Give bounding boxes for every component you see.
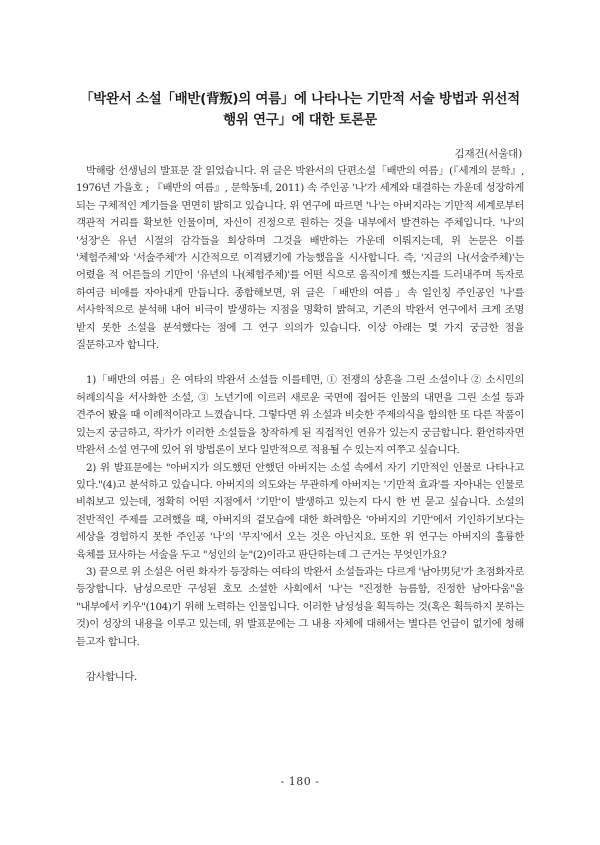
author-affiliation: 김재건(서울대) <box>454 148 522 160</box>
closing-paragraph: 감사합니다. <box>86 670 137 683</box>
question-3-paragraph: 3) 끝으로 위 소설은 어린 화자가 등장하는 여타의 박완서 소설들과는 다르게 '남아男兒'가 초점화자로 등장합니다. 남성으로만 구성된 호모 소셜한 사회에서 '나'는 "진정한 늠름함, 진정한 남아다움"을 "내부에서 키우"(104)기 위해 노력하는 인물입니다. 이러한 남성성을 획득하는 것(혹은 획득하지 못하는 것)이 성장의 내용을 이루고 있는데, 위 발표문에는 그 내용 자체에 대해서는 별다른 언급이 없기에 청해 듣고자 합니다. <box>76 565 524 648</box>
page-number: - 180 - <box>280 775 320 788</box>
question-2-paragraph: 2) 위 발표문에는 "아버지가 의도했던 안했던 아버지는 소설 속에서 자기 기만적인 인물로 나타나고 있다."(4)고 분석하고 있습니다. 아버지의 의도와는 무관하게 아버지는 '기만적 효과'를 자아내는 인물로 비춰보고 있는데, 정확히 어떤 지점에서 '기만'이 발생하고 있는지 다시 한 번 묻고 싶습니다. 소설의 전반적인 주제를 고려했을 때, 아버지의 겉모습에 대한 화려함은 '아버지의 기만'에서 기인하기보다는 세상을 경험하지 못한 주인공 '나'의 '무지'에서 오는 것은 아닌지요. 또한 위 연구는 아버지의 훌륭한 육체를 묘사하는 서술을 두고 "성인의 눈"(2)이라고 판단하는데 그 근거는 무엇인가요? <box>76 461 524 561</box>
document-title <box>70 89 530 131</box>
intro-paragraph: 박해랑 선생님의 발표문 잘 읽었습니다. 위 글은 박완서의 단편소설「배반의 여름」(『세계의 문학』, 1976년 가을호 ; 『배반의 여름』, 문학동네, 2011) 속 주인공 '나'가 세계와 대결하는 가운데 성장하게 되는 구체적인 계기들을 면면히 밝히고 있습니다. 위 연구에 따르면 '나'는 아버지라는 기만적 세계로부터 객관적 거리를 확보한 인물이며, 자신이 진정으로 원하는 것을 내부에서 발견하는 주체입니다. '나'의 '성장'은 유년 시절의 감각들을 회상하며 그것을 배반하는 가운데 이뤄지는데, 위 논문은 이를 '체험주체'와 '서술주체'가 시간적으로 이격됐기에 가능했음을 시사합니다. 즉, '지금의 나(서술주체)'는 어렸을 적 어른들의 기만이 '유년의 나(체험주체)'를 어떤 식으로 움직이게 했는지를 드러내주며 독자로 하여금 비애를 자아내게 만듭니다. 종합해보면, 위 글은「배반의 여름」속 일인칭 주인공인 '나'를 서사학적으로 분석해 내어 비극이 발생하는 지점을 명확히 밝혀고, 기존의 박완서 연구에서 크게 조명 받지 못한 소설을 분석했다는 점에 그 연구 의의가 있습니다. 이상 아래는 몇 가지 궁금한 점을 질문하고자 합니다. <box>76 165 524 352</box>
question-1-paragraph: 1)「배반의 여름」은 여타의 박완서 소설들 이를테면, ① 전쟁의 상흔을 그린 소설이나 ② 소시민의 허례의식을 서사화한 소설, ③ 노년기에 이르러 새로운 국면에 접어든 인물의 내면을 그린 소설 등과 견주어 봤을 때 이례적이라고 느꼈습니다. 그렇다면 위 소설과 비슷한 주제의식을 함의한 또 다른 작품이 있는지 궁금하고, 작가가 이러한 소설들을 창작하게 된 직접적인 연유가 있는지 궁금합니다. 환언하자면 박완서 소설 연구에 있어 위 방법론이 보다 일반적으로 적용될 수 있는지 여쭈고 싶습니다. <box>76 374 524 457</box>
title-line-1: 「박완서 소설「배반(背叛)의 여름」에 나타나는 기만적 서술 방법과 위선적 <box>80 91 520 107</box>
document-body <box>76 163 524 686</box>
title-line-2: 행위 연구」에 대한 토론문 <box>223 112 377 128</box>
